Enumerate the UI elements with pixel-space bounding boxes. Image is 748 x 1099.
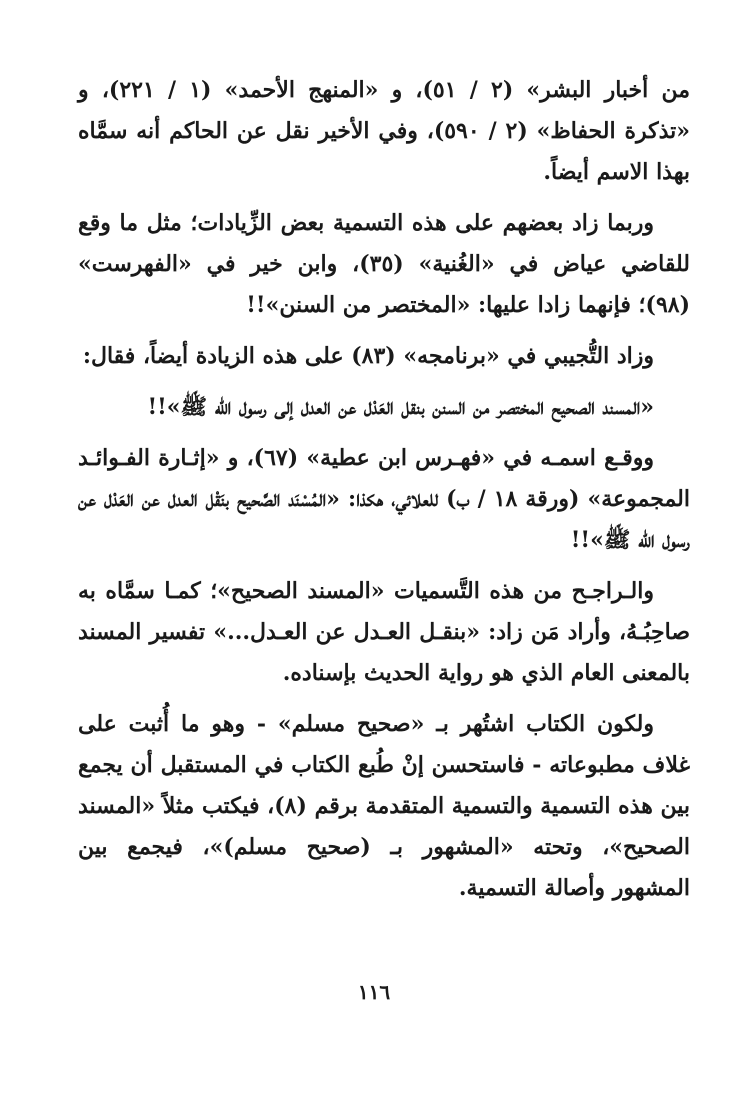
page-body <box>78 70 690 909</box>
page-number: ١١٦ <box>357 980 391 1004</box>
paragraph-4: «المسند الصحيح المختصر من السنن بنقل العَدْل عن العدل إلى رسول الله ﷺ»!! <box>147 394 654 420</box>
paragraph-3: وزاد التُّجيبي في «برنامجه» (٨٣) على هذه الزيادة أيضاً، فقال: <box>82 343 654 369</box>
paragraph-5: ووقـع اسمـه في «فهـرس ابن عطية» (٦٧)، و «إثـارة الفـوائـد المجموعة» (ورقة ١٨ / ب) للعلائي، هكذا: «المُسْنَد الصَّحيح بنَقْل العدل عن العَدْل عن رسول الله ﷺ»!! <box>78 445 690 553</box>
paragraph-2: وربما زاد بعضهم على هذه التسمية بعض الزِّيادات؛ مثل ما وقع للقاضي عياض في «الغُنية» (٣٥)، وابن خير في «الفهرست» (٩٨)؛ فإنهما زادا عليها: «المختصر من السنن»!! <box>78 210 690 318</box>
paragraph-7: ولكون الكتاب اشتُهر بـ «صحيح مسلم» - وهو ما أُثبت على غلاف مطبوعاته - فاستحسن إنْ طُبع الكتاب في المستقبل أن يجمع بين هذه التسمية والتسمية المتقدمة برقم (٨)، فيكتب مثلاً «المسند الصحيح»، وتحته «المشهور بـ (صحيح مسلم)»، فيجمع بين المشهور وأصالة التسمية. <box>77 711 690 901</box>
paragraph-6: والـراجـح من هذه التَّسميات «المسند الصحيح»؛ كمـا سمَّاه به صاحِبُـهُ، وأراد مَن زاد: «بنقـل العـدل عن العـدل...» تفسير المسند بالمعنى العام الذي هو رواية الحديث بإسناده. <box>78 578 690 686</box>
paragraph-1: من أخبار البشر» (٢ / ٥١)، و «المنهج الأحمد» (١ / ٢٢١)، و «تذكرة الحفاظ» (٢ / ٥٩٠)، وفي الأخير نقل عن الحاكم أنه سمَّاه بهذا الاسم أيضاً. <box>78 77 691 185</box>
